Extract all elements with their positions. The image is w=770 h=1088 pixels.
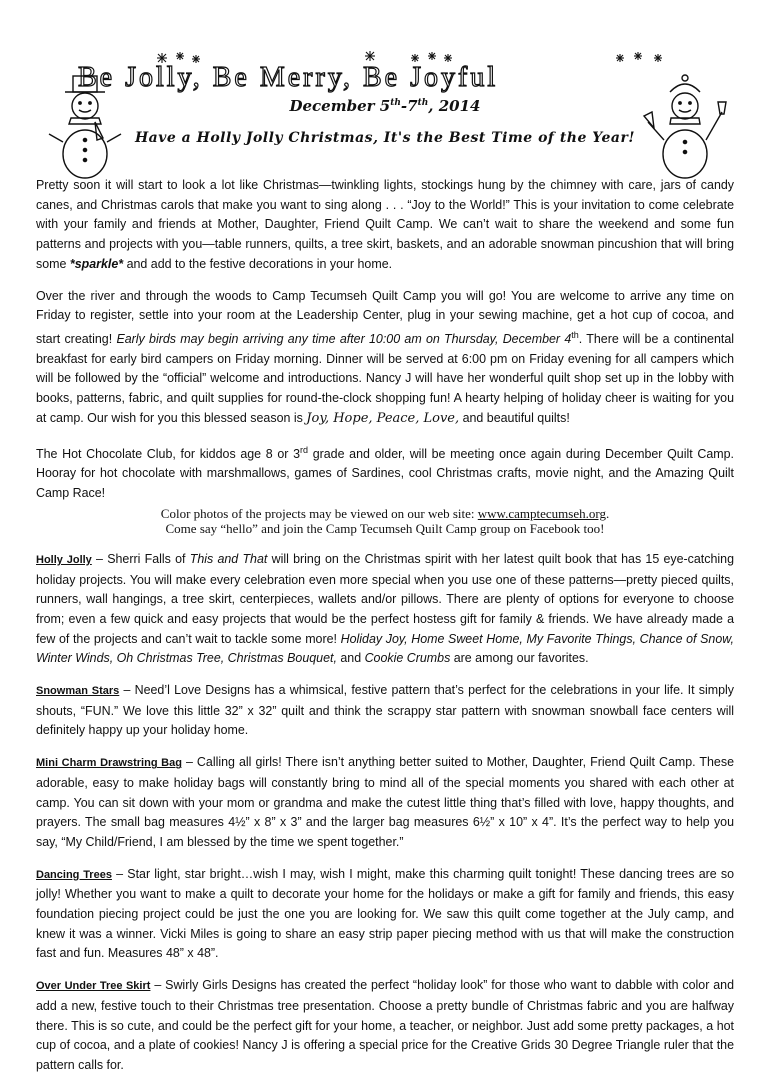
snowman-right-icon xyxy=(640,72,730,182)
project-title: Snowman Stars xyxy=(36,685,120,698)
photos-note-line-2: Come say “hello” and join the Camp Tecumseh Quilt Camp group on Facebook too! xyxy=(165,520,605,536)
project-title: Over Under Tree Skirt xyxy=(36,980,151,993)
project-title: Mini Charm Drawstring Bag xyxy=(36,757,182,770)
snowman-left-icon xyxy=(45,72,125,182)
sparkle-text: *sparkle* xyxy=(69,256,124,271)
dates-suffix: , 2014 xyxy=(428,97,481,115)
banner-title xyxy=(70,50,700,100)
tagline: Have a Holly Jolly Christmas, It's the Best Time of the Year! xyxy=(134,130,636,146)
project-title: Holly Jolly xyxy=(36,553,92,566)
event-dates xyxy=(0,97,770,115)
wish-words: Joy, Hope, Peace, Love, xyxy=(306,410,460,426)
project-drawstring-bag: Mini Charm Drawstring Bag – Calling all girls! There isn’t anything better suited to Mother, Daughter, Friend Quilt Camp. These adorable, easy to make holiday bags will constantly bring to mind all of the special moments you shared with each other at camp. You can sit down with your mom or grandma and make the cutest little thing that’s filled with love, happy thoughts, and prayers. The small bag measures 4½” x 8” x 3” and the larger bag measures 6½” x 10” x 4”. It’s the perfect way to help you say, “My Child/Friend, I am blessed by the time we spent together.” xyxy=(36,755,734,849)
website-link[interactable]: www.camptecumseh.org xyxy=(477,505,606,521)
dates-prefix: December 5 xyxy=(289,97,391,115)
intro-paragraph-3: The Hot Chocolate Club, for kiddos age 8 or 3rd grade and older, will be meeting once again during December Quilt Camp. Hooray for hot chocolate with marshmallows, games of Sardines, cool Christmas crafts, movie night, and the Amazing Quilt Camp Race! xyxy=(36,444,734,501)
header xyxy=(0,0,770,170)
project-dancing-trees: Dancing Trees – Star light, star bright…wish I may, wish I might, make this charming quilt tonight! These dancing trees are so jolly! Whether you want to make a quilt to decorate your home for the holidays or make a gift for family and friends, this easy foundation piecing project could be just the one you are looking for. We saw this quilt come together at the July camp, and knew it was a winner. Vicki Miles is going to share an easy strip paper piecing method with us that will make the construction fast and fun. Measures 48” x 48”. xyxy=(36,866,735,961)
intro-paragraph-1: Pretty soon it will start to look a lot like Christmas—twinkling lights, stockings hung by the chimney with care, jars of candy canes, and Christmas carols that make you want to sing along . . . “Joy to the World!” This is your invitation to come celebrate with your family and friends at Mother, Daughter, Friend Quilt Camp. We can’t wait to share the weekend and some fun patterns and projects with you—table runners, quilts, a tree skirt, baskets, and an adorable snowman pincushion that will bring some *sparkle* and add to the festive decorations in your home. xyxy=(36,178,734,271)
project-snowman-stars: Snowman Stars – Need’l Love Designs has a whimsical, festive pattern that’s perfect for the celebrations in your life. It simply shouts, “FUN.” We love this little 32” x 32” quilt and think the scrappy star pattern with snowman snowball face centers will definitely happy up your holiday home. xyxy=(36,683,734,738)
photos-note xyxy=(36,506,734,536)
dates-mid: -7 xyxy=(400,97,418,115)
body-text xyxy=(36,176,734,1088)
intro-paragraph-2: Over the river and through the woods to Camp Tecumseh Quilt Camp you will go! You are welcome to arrive any time on Friday to register, settle into your room at the Leadership Center, plug in your sewing machine, get a hot cup of cocoa, and start creating! Early birds may begin arriving any time after 10:00 am on Thursday, December 4th. There will be a continental breakfast for early bird campers on Friday morning. Dinner will be served at 6:00 pm on Friday evening for all campers which will be followed by the “official” welcome and introductions. Nancy J will have her wonderful quilt shop set up in the lobby with books, patterns, fabric, and quilt supplies for round-the-clock shopping fun! A hearty helping of holiday cheer is waiting for you at camp. Our wish for you this blessed season is Joy, Hope, Peace, Love, and beautiful quilts! xyxy=(36,288,735,426)
photos-note-line-1: Color photos of the projects may be viewed on our web site: www.camptecumseh.org. xyxy=(160,505,610,521)
dates-sup-1: th xyxy=(390,98,401,108)
dates-sup-2: th xyxy=(417,98,429,108)
project-holly-jolly: Holly Jolly – Sherri Falls of This and That will bring on the Christmas spirit with her latest quilt book that has 15 eye-catching holiday projects. You will make every celebration even more special when you use one of these patterns—pretty pieced quilts, runners, wall hangings, a tree skirt, centerpieces, wallets and/or pillows. There are plenty of options for everyone to choose from; even a few quick and easy projects that would be the perfect hostess gift for family & friends. We have already made a few of the projects and can’t wait to tackle some more! Holiday Joy, Home Sweet Home, My Favorite Things, Chance of Snow, Winter Winds, Oh Christmas Tree, Christmas Bouquet, and Cookie Crumbs are among our favorites. xyxy=(36,551,734,666)
banner-graphic xyxy=(70,50,700,100)
project-title: Dancing Trees xyxy=(36,868,112,881)
banner-text: Be Jolly, Be Merry, Be Joyful xyxy=(78,62,499,93)
project-tree-skirt: Over Under Tree Skirt – Swirly Girls Designs has created the perfect “holiday look” for those who want to dabble with color and add a new, festive touch to their Christmas tree presentation. Choose a pretty bundle of Christmas fabric and you are halfway there. This is so cute, and could be the perfect gift for your home, a teacher, or neighbor. Just add some pretty packages, a hot cup of cocoa, and a plate of cookies! Nancy J is offering a special price for the Creative Grids 30 Degree Triangle ruler that the pattern calls for. xyxy=(36,978,734,1072)
